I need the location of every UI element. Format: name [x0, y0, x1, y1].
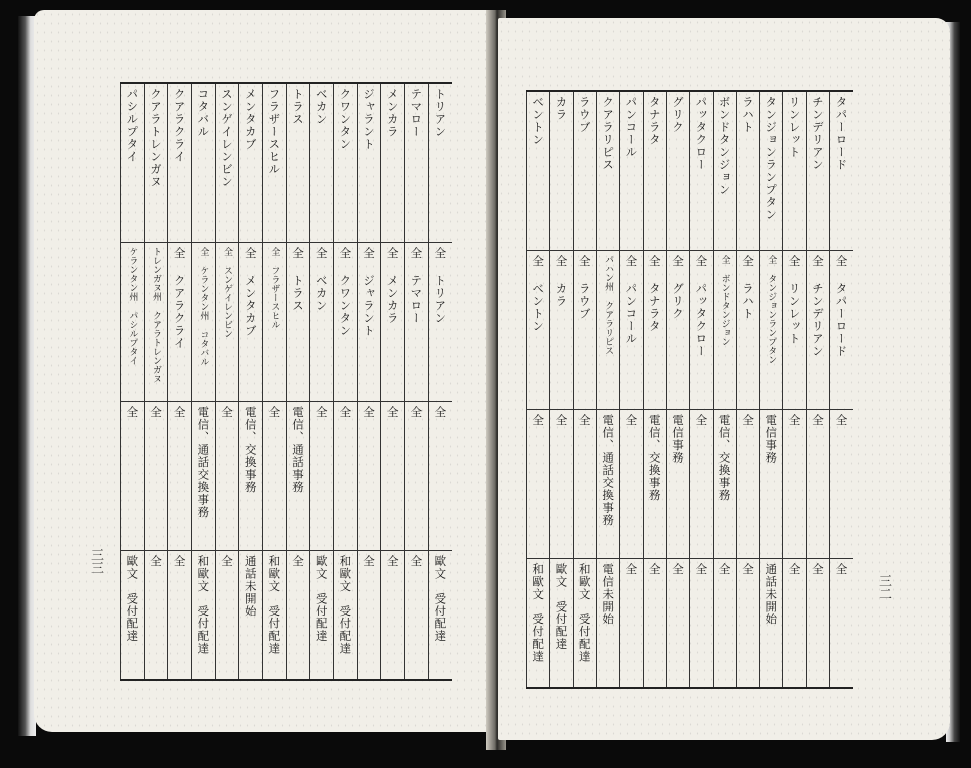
cell-name-text: クアラクライ [172, 88, 187, 163]
cell-service-text: 全 [810, 414, 825, 427]
cell-service-text: 全 [554, 414, 569, 427]
cell-alt-text: 全 テマロー [409, 247, 424, 325]
cell-name [381, 83, 405, 243]
cell-telegram [381, 551, 405, 681]
cell-name [573, 91, 596, 251]
cell-telegram [736, 559, 759, 689]
cell-name-text: トラス [291, 88, 306, 126]
cell-telegram-text: 全 [787, 563, 802, 576]
cell-alt [666, 251, 689, 410]
cell-alt-text: パハン州 クアラリピス [603, 255, 614, 355]
cell-service [168, 402, 192, 551]
cell-telegram [760, 559, 783, 689]
cell-alt-text: 全 メンカラ [385, 247, 400, 325]
cell-telegram [690, 559, 713, 689]
cell-alt-text: 全 ラウブ [577, 255, 592, 320]
cell-service [381, 402, 405, 551]
cell-name [334, 83, 358, 243]
cell-name [428, 83, 452, 243]
cell-service [736, 410, 759, 559]
cell-service [806, 410, 829, 559]
cell-name [596, 91, 619, 251]
cell-telegram-text: 全 [647, 563, 662, 576]
cell-alt [596, 251, 619, 410]
cell-service [334, 402, 358, 551]
cell-name-text: フラザースヒル [267, 88, 282, 176]
cell-alt [215, 243, 239, 402]
cell-service-text: 電信事務 [671, 414, 686, 464]
cell-name [830, 91, 853, 251]
cell-telegram-text: 全 [385, 555, 400, 568]
cell-service [830, 410, 853, 559]
cell-telegram-text: 全 [409, 555, 424, 568]
cell-name-text: スンゲイレンビン [220, 88, 235, 188]
cell-alt-text: 全 タンジョンランプタン [766, 255, 777, 364]
cell-name [806, 91, 829, 251]
cell-alt [286, 243, 310, 402]
cell-service [286, 402, 310, 551]
cell-service-text: 全 [338, 406, 353, 419]
cell-name-text: リンレット [787, 96, 802, 159]
cell-alt [573, 251, 596, 410]
cell-service-text: 電信、通話交換事務 [196, 406, 211, 519]
cell-name [527, 91, 550, 251]
cell-service [783, 410, 806, 559]
cell-alt [334, 243, 358, 402]
cell-name-text: タパーロード [834, 96, 849, 171]
cell-telegram-text: 全 [694, 563, 709, 576]
cell-service [310, 402, 334, 551]
cell-telegram-text: 全 [740, 563, 755, 576]
cell-service [527, 410, 550, 559]
cell-telegram [830, 559, 853, 689]
cell-service [573, 410, 596, 559]
cell-name-text: ラウブ [577, 96, 592, 134]
cell-alt [357, 243, 381, 402]
cell-name [215, 83, 239, 243]
cell-name-text: ベントン [531, 96, 546, 146]
cell-service [263, 402, 287, 551]
cell-alt-text: ケランタン州 パシルプタイ [127, 247, 138, 365]
cell-service [121, 402, 145, 551]
cell-service-text: 全 [787, 414, 802, 427]
cell-telegram-text: 歐文 受付配達 [554, 563, 569, 651]
cell-telegram [620, 559, 643, 689]
cell-telegram [168, 551, 192, 681]
cell-service-text: 全 [362, 406, 377, 419]
cell-service [760, 410, 783, 559]
cell-telegram [263, 551, 287, 681]
cell-telegram-text: 全 [362, 555, 377, 568]
cell-service-text: 全 [577, 414, 592, 427]
cell-name-text: メンカラ [385, 88, 400, 138]
cell-name [144, 83, 168, 243]
cell-alt-text: 全 スンゲイレンビン [222, 247, 233, 338]
cell-name-text: グリク [671, 96, 686, 134]
cell-alt [310, 243, 334, 402]
right-ledger-table [526, 90, 853, 689]
cell-service [192, 402, 216, 551]
cell-telegram-text: 全 [149, 555, 163, 568]
cell-name [263, 83, 287, 243]
cell-name-text: パッタクロー [694, 96, 709, 171]
cell-telegram-text: 全 [671, 563, 686, 576]
cell-telegram-text: 全 [624, 563, 639, 576]
cell-alt [783, 251, 806, 410]
station-name-row [121, 83, 453, 243]
cell-service-text: 全 [834, 414, 849, 427]
cell-name [713, 91, 736, 251]
cell-name-text: ジャラント [362, 88, 377, 151]
cell-alt-text: 全 タナラタ [647, 255, 662, 333]
cell-service [428, 402, 452, 551]
cell-alt [168, 243, 192, 402]
service-row [121, 402, 453, 551]
cell-service [620, 410, 643, 559]
telegram-row [527, 559, 854, 689]
cell-telegram-text: 全 [834, 563, 849, 576]
cell-name [620, 91, 643, 251]
cell-service-text: 全 [531, 414, 546, 427]
station-alt-row [121, 243, 453, 402]
cell-alt [405, 243, 429, 402]
cell-service-text: 全 [149, 406, 163, 419]
cell-telegram-text: 歐文 受付配達 [125, 555, 140, 643]
cell-service [666, 410, 689, 559]
page-number: 三二 [876, 574, 891, 600]
cell-alt-text: 全 パンコール [624, 255, 639, 345]
cell-service [550, 410, 573, 559]
cell-telegram [192, 551, 216, 681]
station-name-row [527, 91, 854, 251]
cell-service-text: 全 [220, 406, 235, 419]
cell-alt-text: 全 チンデリアン [810, 255, 825, 358]
cell-telegram [573, 559, 596, 689]
cell-service [643, 410, 666, 559]
cell-telegram [405, 551, 429, 681]
cell-telegram [144, 551, 168, 681]
cell-telegram-text: 通話未開始 [764, 563, 779, 626]
telegram-row [121, 551, 453, 681]
cell-alt [736, 251, 759, 410]
cell-telegram [286, 551, 310, 681]
cell-alt [806, 251, 829, 410]
cell-service-text: 電信、交換事務 [647, 414, 662, 502]
cell-telegram [215, 551, 239, 681]
page-number: 三三 [88, 548, 103, 574]
cell-name-text: パンコール [624, 96, 639, 159]
cell-alt-text: 全 ラハト [740, 255, 755, 320]
cell-telegram [643, 559, 666, 689]
cell-name-text: コタバル [196, 88, 211, 138]
cell-telegram-text: 全 [810, 563, 825, 576]
cell-alt-text: 全 カラ [554, 255, 569, 308]
cell-alt [121, 243, 145, 402]
cell-name [690, 91, 713, 251]
cell-telegram [783, 559, 806, 689]
cell-name-text: パシルプタイ [125, 88, 140, 163]
cell-name-text: ラハト [740, 96, 755, 134]
cell-alt-text: 全 リンレット [787, 255, 802, 345]
cell-service [357, 402, 381, 551]
cell-service-text: 全 [694, 414, 709, 427]
cell-service [596, 410, 619, 559]
cell-alt-text: 全 ベカン [314, 247, 329, 312]
cell-name [239, 83, 263, 243]
cell-alt-text: 全 パッタクロー [694, 255, 709, 358]
cell-telegram-text: 全 [717, 563, 732, 576]
cell-service-text: 電信、交換事務 [717, 414, 732, 502]
cell-alt-text: 全 ケランタン州 コタバル [198, 247, 209, 366]
cell-name-text: タンジョンランプタン [764, 96, 779, 221]
cell-name-text: カラ [554, 96, 569, 121]
cell-service-text: 全 [267, 406, 282, 419]
cell-alt [830, 251, 853, 410]
cell-service [713, 410, 736, 559]
cell-service-text: 電信事務 [764, 414, 779, 464]
cell-alt-text: 全 ジャラント [362, 247, 377, 337]
cell-alt-text: 全 フラザースヒル [269, 247, 280, 329]
cell-name [310, 83, 334, 243]
cell-alt-text: 全 グリク [671, 255, 686, 320]
left-ledger-table [120, 82, 452, 681]
cell-service-text: 全 [385, 406, 400, 419]
cell-telegram-text: 和歐文 受付配達 [338, 555, 353, 655]
cell-name-text: クアラトレンガヌ [149, 88, 163, 188]
cell-telegram [806, 559, 829, 689]
cell-alt [550, 251, 573, 410]
cell-service-text: 電信、通話交換事務 [601, 414, 616, 527]
cell-alt-text: トレンガヌ州 クアラトレンガヌ [151, 247, 161, 383]
cell-service [239, 402, 263, 551]
cell-telegram [239, 551, 263, 681]
cell-alt [239, 243, 263, 402]
cell-service-text: 全 [409, 406, 424, 419]
cell-service-text: 全 [314, 406, 329, 419]
left-page [34, 10, 494, 732]
station-alt-row [527, 251, 854, 410]
cell-name [760, 91, 783, 251]
cell-service [690, 410, 713, 559]
cell-service-text: 全 [433, 406, 448, 419]
cell-service [144, 402, 168, 551]
cell-telegram-text: 歐文 受付配達 [433, 555, 448, 643]
cell-name-text: タナラタ [647, 96, 662, 146]
cell-alt [643, 251, 666, 410]
cell-alt [713, 251, 736, 410]
cell-alt-text: 全 タパーロード [834, 255, 849, 358]
cell-name [550, 91, 573, 251]
cell-name [192, 83, 216, 243]
cell-telegram [428, 551, 452, 681]
cell-telegram [357, 551, 381, 681]
cell-alt-text: 全 トラス [291, 247, 306, 312]
cell-alt [144, 243, 168, 402]
cell-name-text: チンデリアン [810, 96, 825, 171]
cell-alt [263, 243, 287, 402]
cell-telegram-text: 全 [291, 555, 306, 568]
cell-service [405, 402, 429, 551]
cell-telegram [713, 559, 736, 689]
cell-name-text: クアラリピス [601, 96, 616, 171]
cell-telegram-text: 和歐文 受付配達 [196, 555, 211, 655]
cell-telegram-text: 通話未開始 [243, 555, 258, 618]
cell-telegram-text: 電信未開始 [601, 563, 616, 626]
cell-service-text: 全 [624, 414, 639, 427]
cell-telegram [334, 551, 358, 681]
cell-name-text: メンタカブ [243, 88, 258, 151]
cell-telegram [550, 559, 573, 689]
cell-telegram [121, 551, 145, 681]
cell-name [643, 91, 666, 251]
cell-telegram-text: 全 [220, 555, 235, 568]
cell-telegram-text: 全 [172, 555, 187, 568]
cell-telegram [310, 551, 334, 681]
cell-telegram [666, 559, 689, 689]
cell-name [121, 83, 145, 243]
cell-telegram [596, 559, 619, 689]
cell-alt-text: 全 クアラクライ [172, 247, 187, 350]
cell-alt [690, 251, 713, 410]
cell-telegram-text: 和歐文 受付配達 [267, 555, 282, 655]
cell-service [215, 402, 239, 551]
service-row [527, 410, 854, 559]
cell-service-text: 全 [172, 406, 187, 419]
cell-telegram-text: 和歐文 受付配達 [577, 563, 592, 663]
cell-alt [620, 251, 643, 410]
right-page [498, 18, 950, 740]
cell-alt [428, 243, 452, 402]
cell-service-text: 電信、交換事務 [243, 406, 258, 494]
cell-alt [381, 243, 405, 402]
cell-alt-text: 全 ボンドタンジョン [719, 255, 730, 346]
cell-name [666, 91, 689, 251]
cell-alt-text: 全 ベントン [531, 255, 546, 333]
cell-alt-text: 全 クワンタン [338, 247, 353, 337]
cell-name-text: クワンタン [338, 88, 353, 151]
cell-service-text: 電信、通話事務 [291, 406, 306, 494]
cell-name-text: ベカン [314, 88, 329, 126]
cell-alt [192, 243, 216, 402]
cell-telegram-text: 和歐文 受付配達 [531, 563, 546, 663]
cell-service-text: 全 [125, 406, 140, 419]
cell-alt-text: 全 メンタカブ [243, 247, 258, 337]
cell-name [783, 91, 806, 251]
cell-name [286, 83, 310, 243]
cell-service-text: 全 [740, 414, 755, 427]
cell-name [736, 91, 759, 251]
cell-alt [527, 251, 550, 410]
cell-name [405, 83, 429, 243]
cell-name [357, 83, 381, 243]
cell-telegram-text: 歐文 受付配達 [314, 555, 329, 643]
cell-telegram [527, 559, 550, 689]
cell-name-text: テマロー [409, 88, 424, 138]
cell-name-text: トリアン [433, 88, 448, 138]
cell-name [168, 83, 192, 243]
cell-name-text: ボンドタンジョン [717, 96, 732, 196]
cell-alt-text: 全 トリアン [433, 247, 448, 325]
cell-alt [760, 251, 783, 410]
